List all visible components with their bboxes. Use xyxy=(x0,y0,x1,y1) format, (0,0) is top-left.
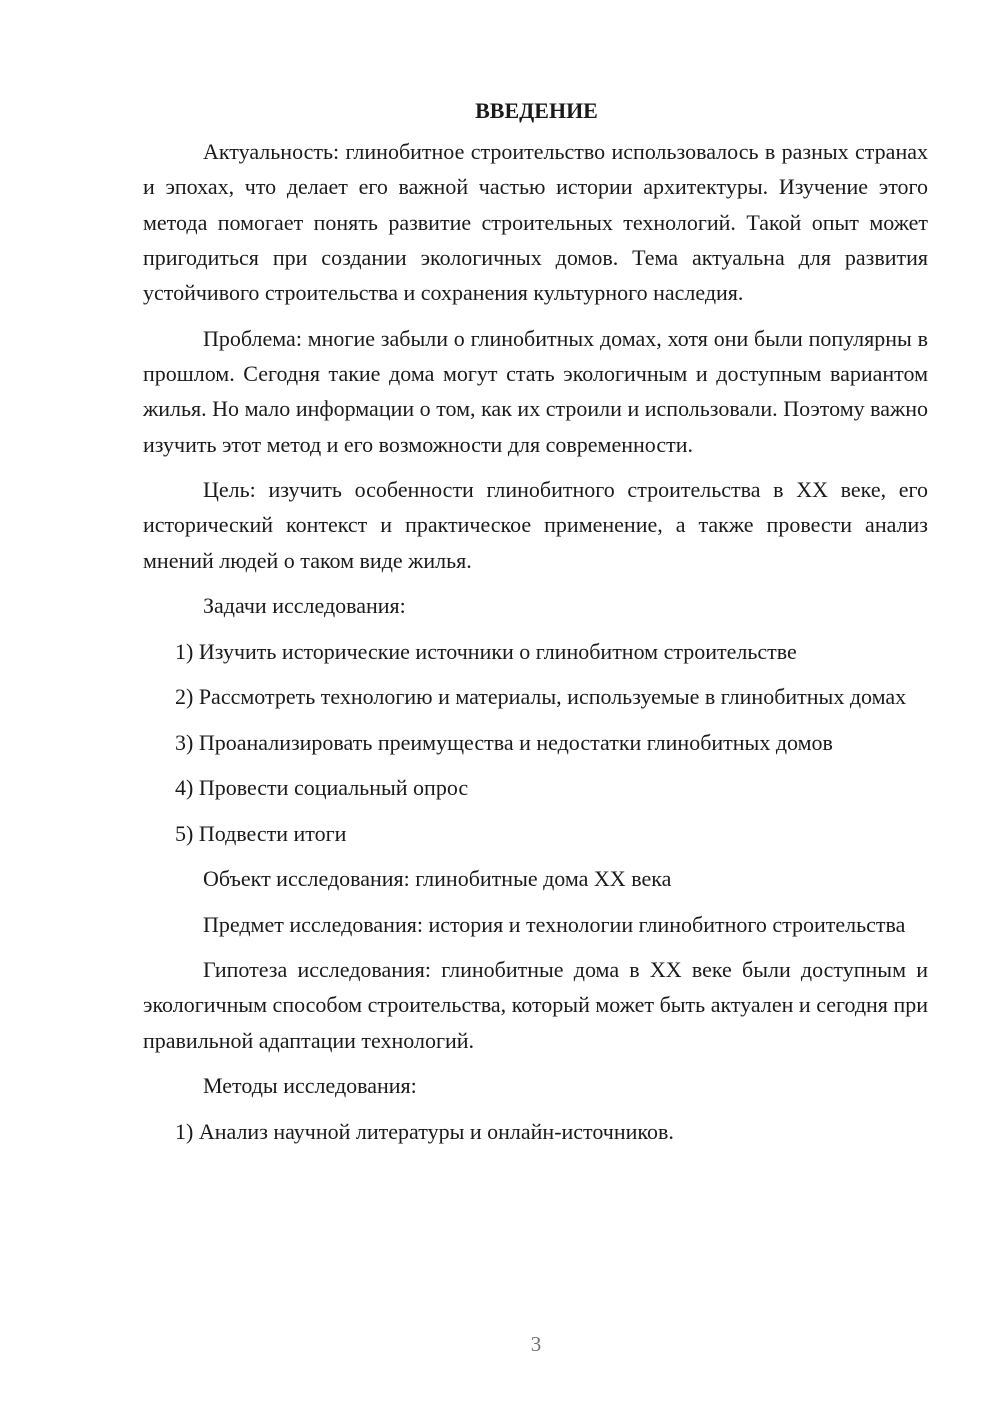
task-item-3: 3) Проанализировать преимущества и недостатки глинобитных домов xyxy=(175,729,833,755)
paragraph-relevance: Актуальность: глинобитное строительство использовалось в разных странах и эпохах, что делает его важной частью истории архитектуры. Изучение этого метода помогает понять развитие строительных технологий. Такой опыт может пригодиться при создании экологичных домов. Тема актуальна для развития устойчивого строительства и сохранения культурного наследия. xyxy=(143,139,928,306)
paragraph-subject: Предмет исследования: история и технологии глинобитного строительства xyxy=(203,911,906,937)
document-body xyxy=(143,96,928,1159)
task-item-4: 4) Провести социальный опрос xyxy=(175,775,469,801)
method-item-1: 1) Анализ научной литературы и онлайн-источников. xyxy=(175,1118,674,1144)
task-item-5: 5) Подвести итоги xyxy=(175,820,347,846)
paragraph-object: Объект исследования: глинобитные дома XX века xyxy=(203,866,672,892)
paragraph-goal: Цель: изучить особенности глинобитного строительства в XX веке, его исторический контекст и практическое применение, а также провести анализ мнений людей о таком виде жилья. xyxy=(143,477,928,573)
task-item-1: 1) Изучить исторические источники о глинобитном строительстве xyxy=(175,638,797,664)
methods-heading: Методы исследования: xyxy=(203,1073,417,1099)
section-title: ВВЕДЕНИЕ xyxy=(475,98,598,123)
paragraph-hypothesis: Гипотеза исследования: глинобитные дома в XX веке были доступным и экологичным способом строительства, который может быть актуален и сегодня при правильной адаптации технологий. xyxy=(143,957,928,1053)
paragraph-problem: Проблема: многие забыли о глинобитных домах, хотя они были популярны в прошлом. Сегодня такие дома могут стать экологичным и доступным вариантом жилья. Но мало информации о том, как их строили и использовали. Поэтому важно изучить этот метод и его возможности для современности. xyxy=(143,325,928,457)
page-number: 3 xyxy=(530,1332,542,1356)
tasks-heading: Задачи исследования: xyxy=(203,593,406,619)
task-item-2: 2) Рассмотреть технологию и материалы, используемые в глинобитных домах xyxy=(175,684,907,710)
